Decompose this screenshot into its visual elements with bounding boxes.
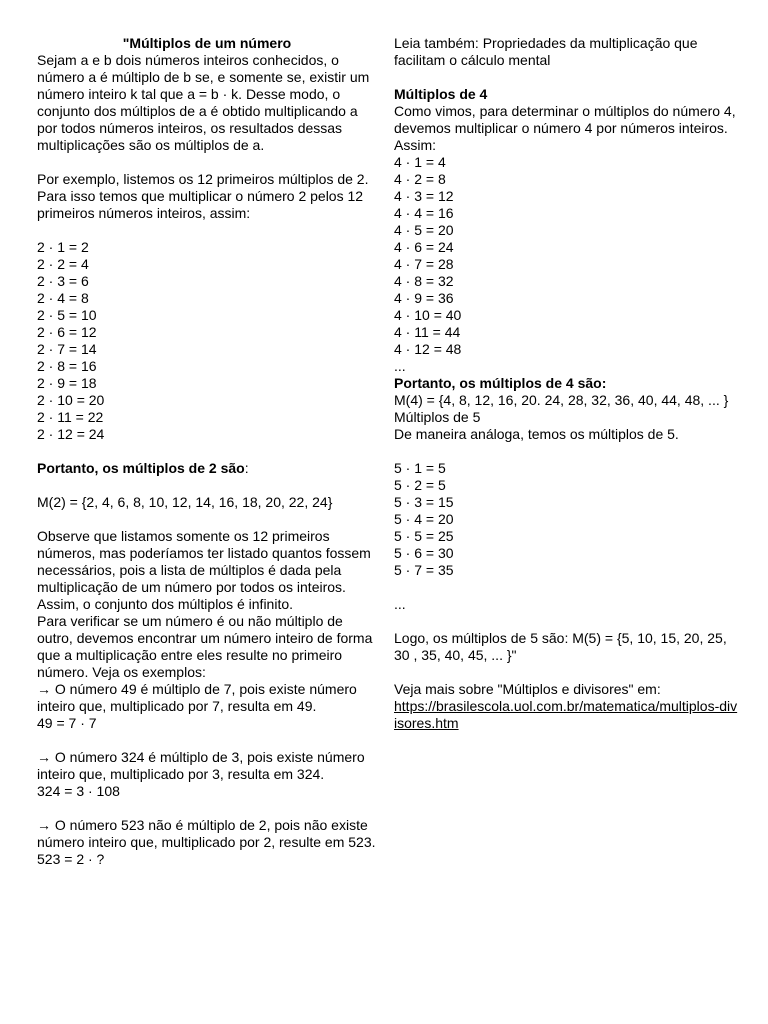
list-item: 4 · 1 = 4 (394, 154, 446, 170)
see-more-text: Veja mais sobre "Múltiplos e divisores" em: (394, 681, 661, 697)
list-item: 4 · 12 = 48 (394, 341, 462, 357)
list-item: 4 · 11 = 44 (394, 324, 461, 340)
spacer (394, 69, 739, 86)
example-49: → O número 49 é múltiplo de 7, pois existe número inteiro que, multiplicado por 7, resulta em 49. (37, 681, 357, 714)
set-m2: M(2) = {2, 4, 6, 8, 10, 12, 14, 16, 18, 20, 22, 24} (37, 494, 333, 510)
list-item: 4 · 9 = 36 (394, 290, 454, 306)
multiples-of-4-list (394, 154, 739, 358)
document-title: "Múltiplos de um número (122, 35, 292, 51)
read-also-line-2: facilitam o cálculo mental (394, 52, 551, 68)
therefore-2-heading (37, 460, 377, 477)
list-item: 5 · 6 = 30 (394, 545, 454, 561)
multiples-of-2-list (37, 239, 377, 443)
ellipsis: ... (394, 596, 406, 612)
list-item: 4 · 4 = 16 (394, 205, 454, 221)
example-49-equation: 49 = 7 · 7 (37, 715, 97, 731)
list-item: 4 · 6 = 24 (394, 239, 454, 255)
read-also-line-1: Leia também: Propriedades da multiplicação que (394, 35, 698, 51)
multiples-of-4-heading: Múltiplos de 4 (394, 86, 488, 102)
list-item: 2 · 3 = 6 (37, 273, 89, 289)
spacer (37, 154, 377, 171)
multiples-of-5-list (394, 460, 739, 579)
list-item: 2 · 10 = 20 (37, 392, 105, 408)
list-item: 4 · 5 = 20 (394, 222, 454, 238)
list-item: 5 · 3 = 15 (394, 494, 454, 510)
list-item: 2 · 9 = 18 (37, 375, 97, 391)
right-column (394, 35, 739, 732)
example-324-equation: 324 = 3 · 108 (37, 783, 120, 799)
spacer (394, 664, 739, 681)
spacer (37, 800, 377, 817)
spacer (37, 511, 377, 528)
list-item: 5 · 5 = 25 (394, 528, 454, 544)
source-link[interactable]: https://brasilescola.uol.com.br/matematica/multiplos-divisores.htm (394, 698, 738, 731)
list-item: 5 · 4 = 20 (394, 511, 454, 527)
list-item: 2 · 4 = 8 (37, 290, 89, 306)
set-m4: M(4) = {4, 8, 12, 16, 20. 24, 28, 32, 36, 40, 44, 48, ... } (394, 392, 729, 408)
list-item: 5 · 2 = 5 (394, 477, 446, 493)
spacer (37, 477, 377, 494)
list-item: 2 · 8 = 16 (37, 358, 97, 374)
list-item: 4 · 8 = 32 (394, 273, 454, 289)
spacer (37, 222, 377, 239)
multiples-of-5-heading: Múltiplos de 5 (394, 409, 481, 425)
list-item: 2 · 1 = 2 (37, 239, 89, 255)
therefore-4-heading: Portanto, os múltiplos de 4 são: (394, 375, 607, 391)
set-m5: Logo, os múltiplos de 5 são: M(5) = {5, 10, 15, 20, 25, 30 , 35, 40, 45, ... }" (394, 630, 727, 663)
observe-paragraph: Observe que listamos somente os 12 primeiros números, mas poderíamos ter listado quantos fossem necessários, pois a lista de múltiplos é dada pela multiplicação de um número por todos os inteiros. Assim, o conjunto dos múltiplos é infinito. (37, 528, 371, 612)
list-item: 4 · 2 = 8 (394, 171, 446, 187)
list-item: 5 · 7 = 35 (394, 562, 454, 578)
spacer (394, 579, 739, 596)
spacer (394, 613, 739, 630)
list-item: 2 · 7 = 14 (37, 341, 97, 357)
verify-paragraph: Para verificar se um número é ou não múltiplo de outro, devemos encontrar um número inteiro de forma que a multiplicação entre eles resulte no primeiro número. Veja os exemplos: (37, 613, 373, 680)
list-item: 2 · 12 = 24 (37, 426, 105, 442)
list-item: 2 · 5 = 10 (37, 307, 97, 323)
spacer (394, 443, 739, 460)
left-column (37, 35, 377, 868)
list-item: 4 · 7 = 28 (394, 256, 454, 272)
list-item: 2 · 2 = 4 (37, 256, 89, 272)
list-item: 2 · 11 = 22 (37, 409, 104, 425)
list-item: 2 · 6 = 12 (37, 324, 97, 340)
multiples-of-5-intro: De maneira análoga, temos os múltiplos de 5. (394, 426, 679, 442)
multiples-of-4-intro: Como vimos, para determinar o múltiplos do número 4, devemos multiplicar o número 4 por números inteiros. Assim: (394, 103, 736, 153)
spacer (37, 732, 377, 749)
example-324: → O número 324 é múltiplo de 3, pois existe número inteiro que, multiplicado por 3, resulta em 324. (37, 749, 365, 782)
example-intro-paragraph: Por exemplo, listemos os 12 primeiros múltiplos de 2. Para isso temos que multiplicar o número 2 pelos 12 primeiros números inteiros, assim: (37, 171, 369, 221)
intro-paragraph: Sejam a e b dois números inteiros conhecidos, o número a é múltiplo de b se, e somente se, existir um número inteiro k tal que a = b · k. Desse modo, o conjunto dos múltiplos de a é obtido multiplicando a por todos números inteiros, os resultados dessas multiplicações são os múltiplos de a. (37, 52, 370, 153)
spacer (37, 443, 377, 460)
example-523-equation: 523 = 2 · ? (37, 851, 105, 867)
example-523: → O número 523 não é múltiplo de 2, pois não existe número inteiro que, multiplicado por 2, resulte em 523. (37, 817, 376, 850)
list-item: 5 · 1 = 5 (394, 460, 446, 476)
therefore-2-colon: : (244, 460, 249, 476)
therefore-2-bold: Portanto, os múltiplos de 2 são (37, 460, 245, 476)
ellipsis: ... (394, 358, 406, 374)
list-item: 4 · 10 = 40 (394, 307, 462, 323)
list-item: 4 · 3 = 12 (394, 188, 454, 204)
